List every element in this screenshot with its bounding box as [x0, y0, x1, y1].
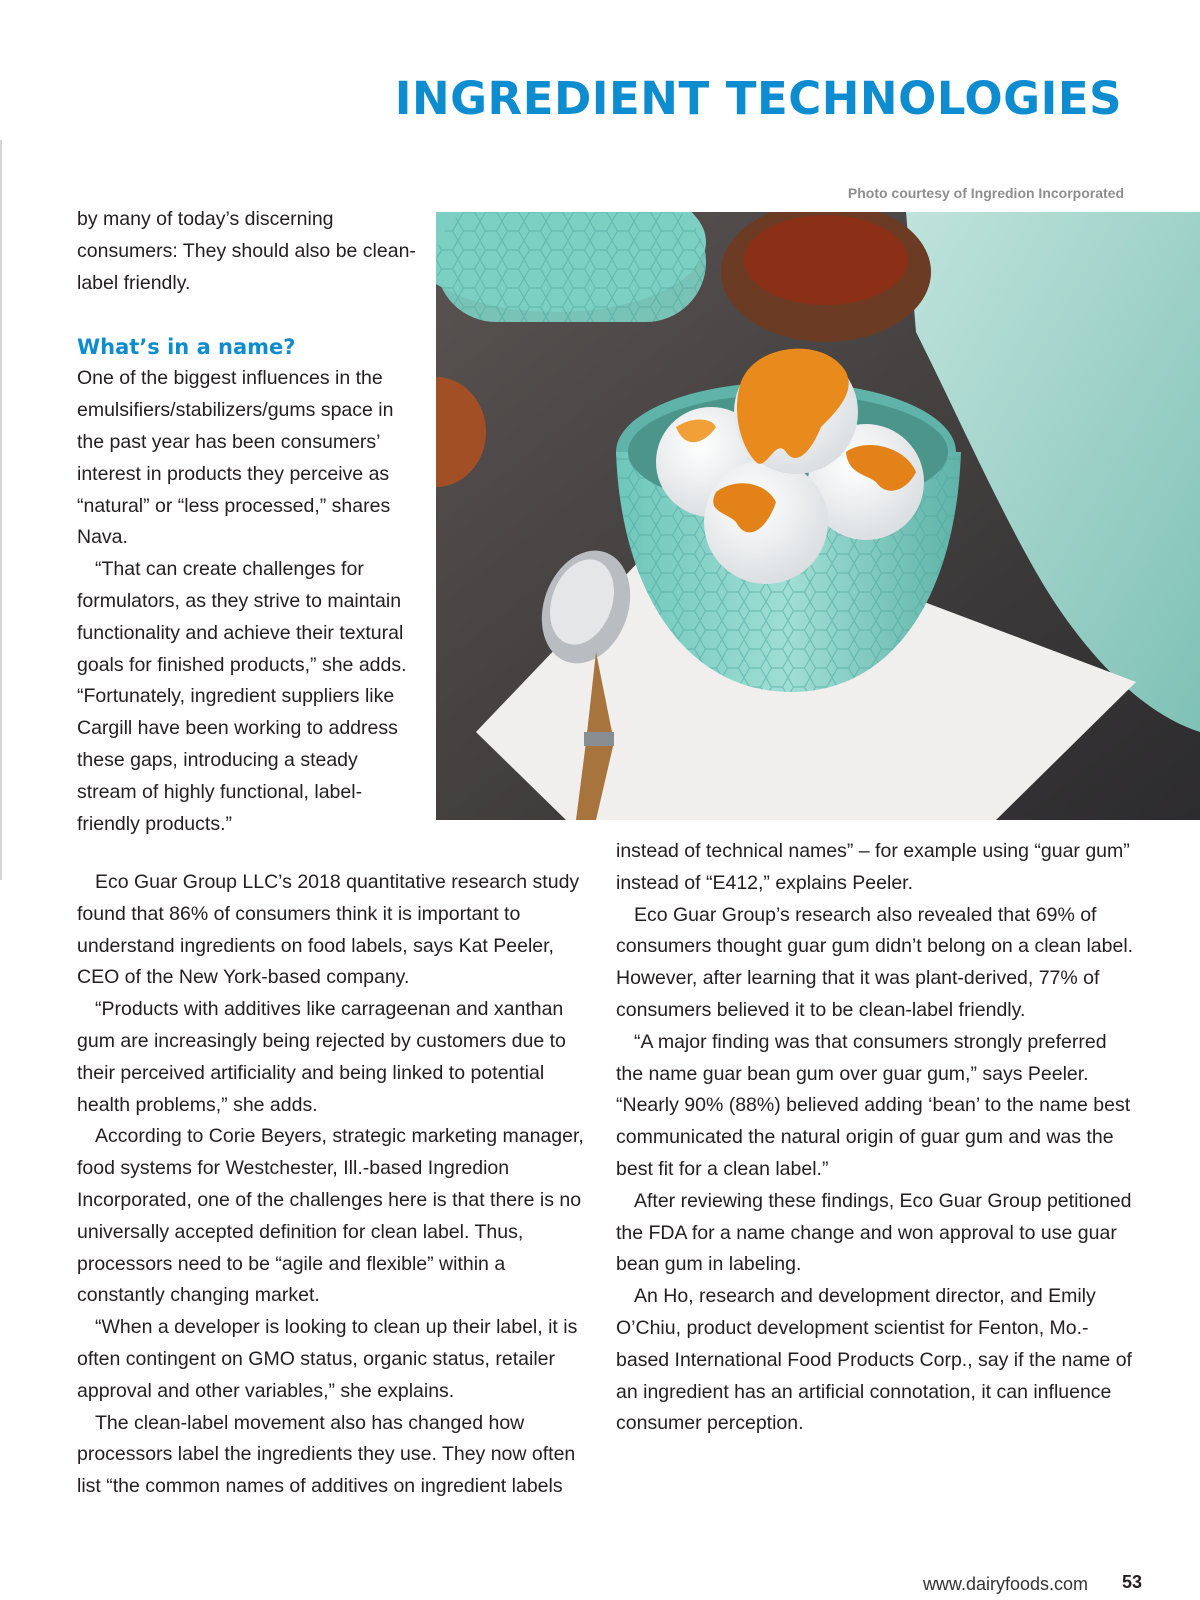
body-paragraph: One of the biggest influences in the emulsifiers/stabilizers/gums space in the past year has been consumers’ interest in products they perceive as “natural” or “less processed,” shares Nava.: [77, 367, 394, 549]
section-title: INGREDIENT TECHNOLOGIES: [394, 72, 1122, 125]
page-edge-mark: [0, 140, 2, 880]
body-paragraph: “Products with additives like carrageenan and xanthan gum are increasingly being rejected by customers due to their perceived artificiality and being linked to potential health problems,” she adds.: [77, 998, 566, 1116]
body-paragraph: Eco Guar Group LLC’s 2018 quantitative research study found that 86% of consumers think it is important to understand ingredients on food labels, says Kat Peeler, CEO of the New York-based company.: [77, 871, 580, 989]
footer-url[interactable]: www.dairyfoods.com: [922, 1574, 1088, 1594]
body-paragraph: “A major finding was that consumers strongly preferred the name guar bean gum over guar gum,” says Peeler. “Nearly 90% (88%) believed adding ‘bean’ to the name best communicated the natural origin of guar gum and was the best fit for a clean label.”: [616, 1030, 1131, 1180]
body-paragraph: After reviewing these findings, Eco Guar Group petitioned the FDA for a name change and won approval to use guar bean gum in labeling.: [616, 1189, 1132, 1276]
left-column: [77, 867, 592, 1503]
dessert-illustration: [436, 212, 1200, 820]
dessert-photo: [436, 212, 1200, 820]
continuation-paragraph: instead of technical names” – for example using “guar gum” instead of “E412,” explains Peeler.: [616, 840, 1130, 894]
body-paragraph: Eco Guar Group’s research also revealed that 69% of consumers thought guar gum didn’t belong on a clean label. However, after learning that it was plant-derived, 77% of consumers believed it to be clean-label friendly.: [616, 903, 1134, 1021]
body-paragraph: According to Corie Beyers, strategic marketing manager, food systems for Westchester, Ill.-based Ingredion Incorporated, one of the challenges here is that there is no universally accepted definition for clean label. Thus, processors need to be “agile and flexible” within a constantly changing market.: [77, 1125, 584, 1307]
body-paragraph: The clean-label movement also has changed how processors label the ingredients they use. They now often list “the common names of additives on ingredient labels: [77, 1411, 576, 1498]
right-column: [616, 836, 1136, 1440]
body-paragraph: “That can create challenges for formulators, as they strive to maintain functionality and achieve their textural goals for finished products,” she adds. “Fortunately, ingredient suppliers like Cargill have been working to address these gaps, introducing a steady stream of highly functional, label-friendly products.”: [77, 558, 407, 835]
subhead: What’s in a name?: [77, 335, 296, 360]
intro-paragraph: by many of today’s discerning consumers: They should also be clean-label friendly.: [77, 208, 416, 294]
body-paragraph: An Ho, research and development director, and Emily O’Chiu, product development scientist for Fenton, Mo.-based International Food Products Corp., say if the name of an ingredient has an artificial connotation, it can influence consumer perception.: [616, 1285, 1132, 1435]
body-paragraph: “When a developer is looking to clean up their label, it is often contingent on GMO status, organic status, retailer approval and other variables,” she explains.: [77, 1316, 578, 1402]
photo-credit: Photo courtesy of Ingredion Incorporated: [847, 185, 1124, 201]
narrow-column: [77, 204, 417, 840]
page-number: 53: [1121, 1572, 1142, 1592]
